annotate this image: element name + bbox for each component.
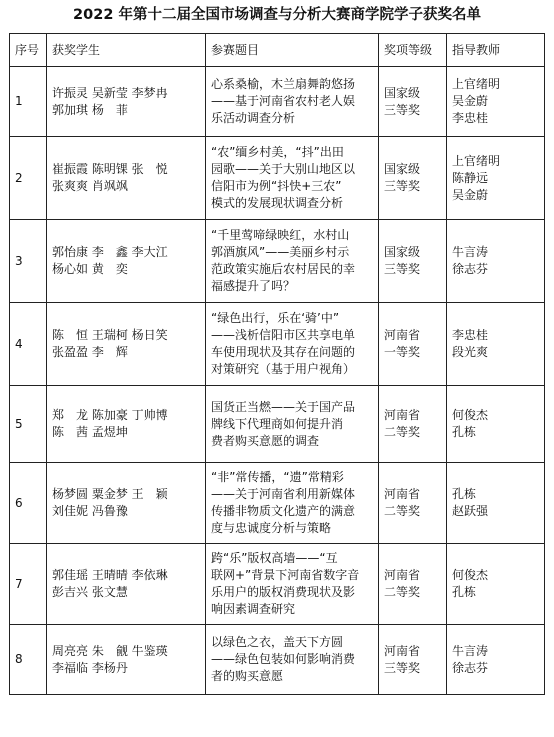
teacher-name: 李忠桂	[452, 111, 489, 125]
topic-line: 费者购买意愿的调查	[211, 433, 320, 448]
teachers-cell	[447, 303, 545, 386]
topic-cell	[206, 386, 379, 463]
topic-cell	[206, 463, 379, 544]
topic-line: 车使用现状及其存在问题的	[211, 345, 356, 359]
teacher-name: 孔栋	[452, 425, 477, 439]
teacher-name: 上官绪明	[452, 153, 501, 168]
row-number: 4	[10, 303, 47, 386]
students-line: 杨心如 黄 奕	[52, 262, 128, 276]
header-topic: 参赛题目	[206, 34, 379, 67]
header-level: 奖项等级	[379, 34, 447, 67]
students-cell	[47, 67, 206, 137]
table-row	[10, 544, 545, 625]
award-level-line: 河南省	[384, 568, 421, 582]
award-level-line: 河南省	[384, 643, 421, 658]
topic-line: 信阳市为例“抖快+三农”	[211, 179, 342, 193]
topic-cell	[206, 544, 379, 625]
table-row	[10, 220, 545, 303]
row-number: 7	[10, 544, 47, 625]
topic-line: “农”缅乡村美，“抖”出田	[211, 145, 344, 159]
table-row	[10, 463, 545, 544]
award-level-cell	[379, 544, 447, 625]
students-line: 杨梦圆 粟金梦 王 颖	[52, 487, 168, 501]
topic-line: “千里莺啼绿映红，水村山	[211, 228, 350, 242]
header-students: 获奖学生	[47, 34, 206, 67]
students-line: 李福临 李杨丹	[52, 660, 128, 675]
students-line: 郑 龙 陈加豪 丁帅博	[52, 408, 168, 422]
teacher-name: 段光爽	[452, 345, 489, 359]
students-line: 陈 恒 王瑞柯 杨日笑	[52, 328, 168, 342]
teacher-name: 吴金蔚	[452, 94, 489, 108]
students-line: 彭吉兴 张文慧	[52, 585, 128, 599]
award-level-cell	[379, 386, 447, 463]
teacher-name: 徐志芬	[452, 262, 489, 276]
teachers-cell	[447, 544, 545, 625]
topic-line: 传播非物质文化遗产的满意	[211, 504, 356, 518]
table-row	[10, 137, 545, 220]
topic-line: 福感提升了吗？	[211, 279, 296, 293]
award-level-line: 二等奖	[384, 425, 421, 439]
table-row	[10, 625, 545, 695]
students-line: 张盈盈 李 辉	[52, 345, 128, 359]
topic-line: 模式的发展现状调查分析	[211, 196, 344, 210]
students-line: 陈 茜 孟煜坤	[52, 425, 128, 439]
row-number: 8	[10, 625, 47, 695]
teacher-name: 陈静远	[452, 170, 489, 185]
table-row	[10, 386, 545, 463]
topic-line: 园歌——关于大别山地区以	[211, 162, 356, 176]
award-level-line: 国家级	[384, 245, 421, 259]
students-line: 许振灵 吴新莹 李梦冉	[52, 85, 168, 100]
topic-line: ——绿色包装如何影响消费	[211, 652, 356, 666]
topic-line: 联网+”背景下河南省数字音	[211, 568, 360, 582]
teachers-cell	[447, 137, 545, 220]
row-number: 2	[10, 137, 47, 220]
award-level-line: 三等奖	[384, 102, 421, 117]
students-cell	[47, 220, 206, 303]
row-number: 1	[10, 67, 47, 137]
teacher-name: 上官绪明	[452, 77, 501, 91]
topic-line: 跨“乐”版权高墙——“互	[211, 551, 338, 565]
award-level-line: 三等奖	[384, 179, 421, 193]
teachers-cell	[447, 220, 545, 303]
topic-line: ——浅析信阳市区共享电单	[211, 328, 356, 342]
students-cell	[47, 625, 206, 695]
topic-cell	[206, 67, 379, 137]
award-level-line: 二等奖	[384, 585, 421, 599]
students-cell	[47, 544, 206, 625]
teacher-name: 何俊杰	[452, 568, 489, 582]
award-level-line: 三等奖	[384, 660, 421, 675]
teacher-name: 吴金蔚	[452, 187, 489, 202]
teacher-name: 徐志芬	[452, 660, 489, 675]
header-no: 序号	[10, 34, 47, 67]
students-line: 崔振霞 陈明锞 张 悦	[52, 162, 168, 176]
topic-line: 心系桑榆，木兰扇舞韵悠扬	[211, 77, 356, 91]
award-level-line: 河南省	[384, 487, 421, 501]
award-level-cell	[379, 463, 447, 544]
topic-line: 郭酒旗风”——美丽乡村示	[211, 245, 350, 259]
topic-line: ——关于河南省利用新媒体	[211, 487, 356, 501]
teacher-name: 李忠桂	[452, 328, 489, 342]
row-number: 5	[10, 386, 47, 463]
topic-line: 度与忠诚度分析与策略	[211, 521, 332, 535]
topic-line: 乐活动调查分析	[211, 111, 296, 125]
topic-line: 国货正当燃——关于国产品	[211, 399, 356, 414]
table-body	[10, 67, 545, 695]
students-line: 郭怡康 李 鑫 李大江	[52, 245, 168, 259]
teachers-cell	[447, 463, 545, 544]
header-teacher: 指导教师	[447, 34, 545, 67]
teacher-name: 孔栋	[452, 585, 477, 599]
teacher-name: 孔栋	[452, 487, 477, 501]
table-header-row	[10, 34, 545, 67]
teachers-cell	[447, 67, 545, 137]
award-level-line: 二等奖	[384, 504, 421, 518]
topic-line: 以绿色之衣，盖天下方圆	[211, 635, 344, 649]
topic-line: “非”常传播，“遗”常精彩	[211, 470, 344, 484]
award-level-line: 河南省	[384, 408, 421, 422]
award-level-line: 国家级	[384, 162, 421, 176]
topic-cell	[206, 625, 379, 695]
students-line: 周亮亮 朱 觎 牛鉴瑛	[52, 643, 168, 658]
topic-line: ——基于河南省农村老人娱	[211, 94, 356, 108]
topic-line: 乐用户的版权消费现状及影	[211, 585, 356, 599]
students-line: 刘佳妮 冯鲁豫	[52, 504, 128, 518]
award-level-cell	[379, 137, 447, 220]
teacher-name: 牛言涛	[452, 643, 489, 658]
students-cell	[47, 386, 206, 463]
award-level-line: 三等奖	[384, 262, 421, 276]
award-level-cell	[379, 303, 447, 386]
award-level-cell	[379, 67, 447, 137]
award-level-line: 国家级	[384, 85, 421, 100]
topic-cell	[206, 137, 379, 220]
teacher-name: 何俊杰	[452, 408, 489, 422]
topic-cell	[206, 303, 379, 386]
students-line: 郭加琪 杨 菲	[52, 102, 128, 117]
row-number: 6	[10, 463, 47, 544]
topic-line: “绿色出行，乐在‘骑’中”	[211, 311, 340, 325]
students-line: 张爽爽 肖飒飒	[52, 179, 128, 193]
teacher-name: 牛言涛	[452, 245, 489, 259]
topic-line: 者的购买意愿	[211, 669, 284, 683]
award-level-cell	[379, 220, 447, 303]
table-row	[10, 67, 545, 137]
award-level-line: 河南省	[384, 328, 421, 342]
award-level-line: 一等奖	[384, 345, 421, 359]
teachers-cell	[447, 386, 545, 463]
awards-table	[9, 33, 545, 695]
document-title: 2022 年第十二届全国市场调查与分析大赛商学院学子获奖名单	[73, 7, 481, 23]
topic-line: 范政策实施后农村居民的幸	[211, 262, 356, 276]
award-level-cell	[379, 625, 447, 695]
students-cell	[47, 463, 206, 544]
students-line: 郭佳瑶 王晴晴 李依琳	[52, 568, 168, 582]
teachers-cell	[447, 625, 545, 695]
topic-line: 响因素调查研究	[211, 602, 296, 616]
topic-line: 牌线下代理商如何提升消	[211, 416, 344, 431]
row-number: 3	[10, 220, 47, 303]
students-cell	[47, 137, 206, 220]
topic-line: 对策研究（基于用户视角）	[211, 362, 356, 376]
teacher-name: 赵跃强	[452, 504, 489, 518]
table-row	[10, 303, 545, 386]
topic-cell	[206, 220, 379, 303]
students-cell	[47, 303, 206, 386]
